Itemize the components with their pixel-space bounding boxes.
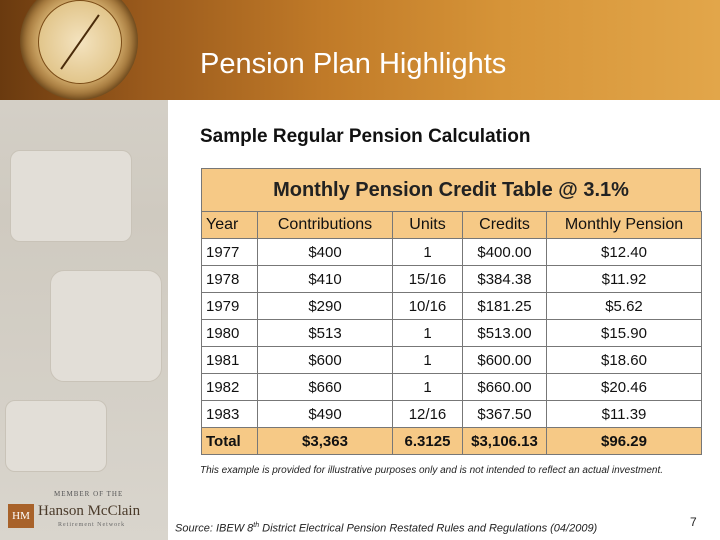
total-label: Total: [202, 428, 258, 455]
table-row: [202, 374, 702, 401]
cell-units: 10/16: [393, 293, 463, 320]
cell-monthly-pension: $15.90: [547, 320, 702, 347]
disclaimer-note: This example is provided for illustrative purposes only and is not intended to reflect an actual investment.: [200, 465, 664, 476]
cell-year: 1978: [202, 266, 258, 293]
total-contributions: $3,363: [258, 428, 393, 455]
table-row: [202, 401, 702, 428]
cell-credits: $600.00: [463, 347, 547, 374]
source-suffix: District Electrical Pension Restated Rules and Regulations (04/2009): [259, 522, 598, 535]
table-caption: Monthly Pension Credit Table @ 3.1%: [201, 168, 701, 211]
column-header-contributions: Contributions: [258, 212, 393, 239]
column-header-year: Year: [202, 212, 258, 239]
table-row: [202, 266, 702, 293]
table-total-row: [202, 428, 702, 455]
cell-credits: $181.25: [463, 293, 547, 320]
source-superscript: th: [253, 522, 260, 529]
logo-monogram: HM: [8, 504, 34, 528]
cell-monthly-pension: $5.62: [547, 293, 702, 320]
cell-credits: $660.00: [463, 374, 547, 401]
cell-year: 1980: [202, 320, 258, 347]
hanson-mcclain-logo: [6, 490, 166, 535]
cell-contributions: $400: [258, 239, 393, 266]
cell-units: 1: [393, 347, 463, 374]
puzzle-piece-image: [5, 400, 107, 472]
cell-contributions: $600: [258, 347, 393, 374]
cell-units: 1: [393, 239, 463, 266]
compass-image: [20, 0, 138, 100]
cell-monthly-pension: $20.46: [547, 374, 702, 401]
cell-year: 1979: [202, 293, 258, 320]
cell-contributions: $513: [258, 320, 393, 347]
page-number: 7: [690, 515, 697, 529]
total-monthly-pension: $96.29: [547, 428, 702, 455]
cell-monthly-pension: $11.92: [547, 266, 702, 293]
table-header-row: [202, 212, 702, 239]
pension-table-grid: [201, 211, 702, 455]
table-row: [202, 347, 702, 374]
cell-monthly-pension: $11.39: [547, 401, 702, 428]
table-row: [202, 239, 702, 266]
total-units: 6.3125: [393, 428, 463, 455]
logo-subtitle: Retirement Network: [58, 522, 126, 528]
cell-year: 1981: [202, 347, 258, 374]
compass-needle: [60, 14, 99, 69]
total-credits: $3,106.13: [463, 428, 547, 455]
puzzle-piece-image: [50, 270, 162, 382]
cell-units: 1: [393, 374, 463, 401]
cell-year: 1982: [202, 374, 258, 401]
cell-units: 1: [393, 320, 463, 347]
cell-credits: $384.38: [463, 266, 547, 293]
column-header-monthly-pension: Monthly Pension: [547, 212, 702, 239]
cell-contributions: $660: [258, 374, 393, 401]
puzzle-piece-image: [10, 150, 132, 242]
slide-subtitle: Sample Regular Pension Calculation: [200, 126, 531, 147]
cell-contributions: $290: [258, 293, 393, 320]
table-row: [202, 320, 702, 347]
logo-member-text: MEMBER OF THE: [54, 490, 124, 498]
column-header-units: Units: [393, 212, 463, 239]
column-header-credits: Credits: [463, 212, 547, 239]
slide-title: Pension Plan Highlights: [200, 48, 507, 80]
source-prefix: Source: IBEW 8: [175, 522, 254, 535]
table-row: [202, 293, 702, 320]
cell-contributions: $410: [258, 266, 393, 293]
cell-units: 15/16: [393, 266, 463, 293]
source-citation: [175, 522, 597, 535]
compass-face: [38, 0, 122, 84]
cell-credits: $400.00: [463, 239, 547, 266]
cell-credits: $367.50: [463, 401, 547, 428]
cell-contributions: $490: [258, 401, 393, 428]
cell-year: 1983: [202, 401, 258, 428]
cell-monthly-pension: $12.40: [547, 239, 702, 266]
cell-year: 1977: [202, 239, 258, 266]
cell-monthly-pension: $18.60: [547, 347, 702, 374]
cell-credits: $513.00: [463, 320, 547, 347]
pension-credit-table: [201, 168, 701, 455]
cell-units: 12/16: [393, 401, 463, 428]
logo-name: Hanson McClain: [38, 503, 141, 519]
header-band: [0, 0, 720, 100]
